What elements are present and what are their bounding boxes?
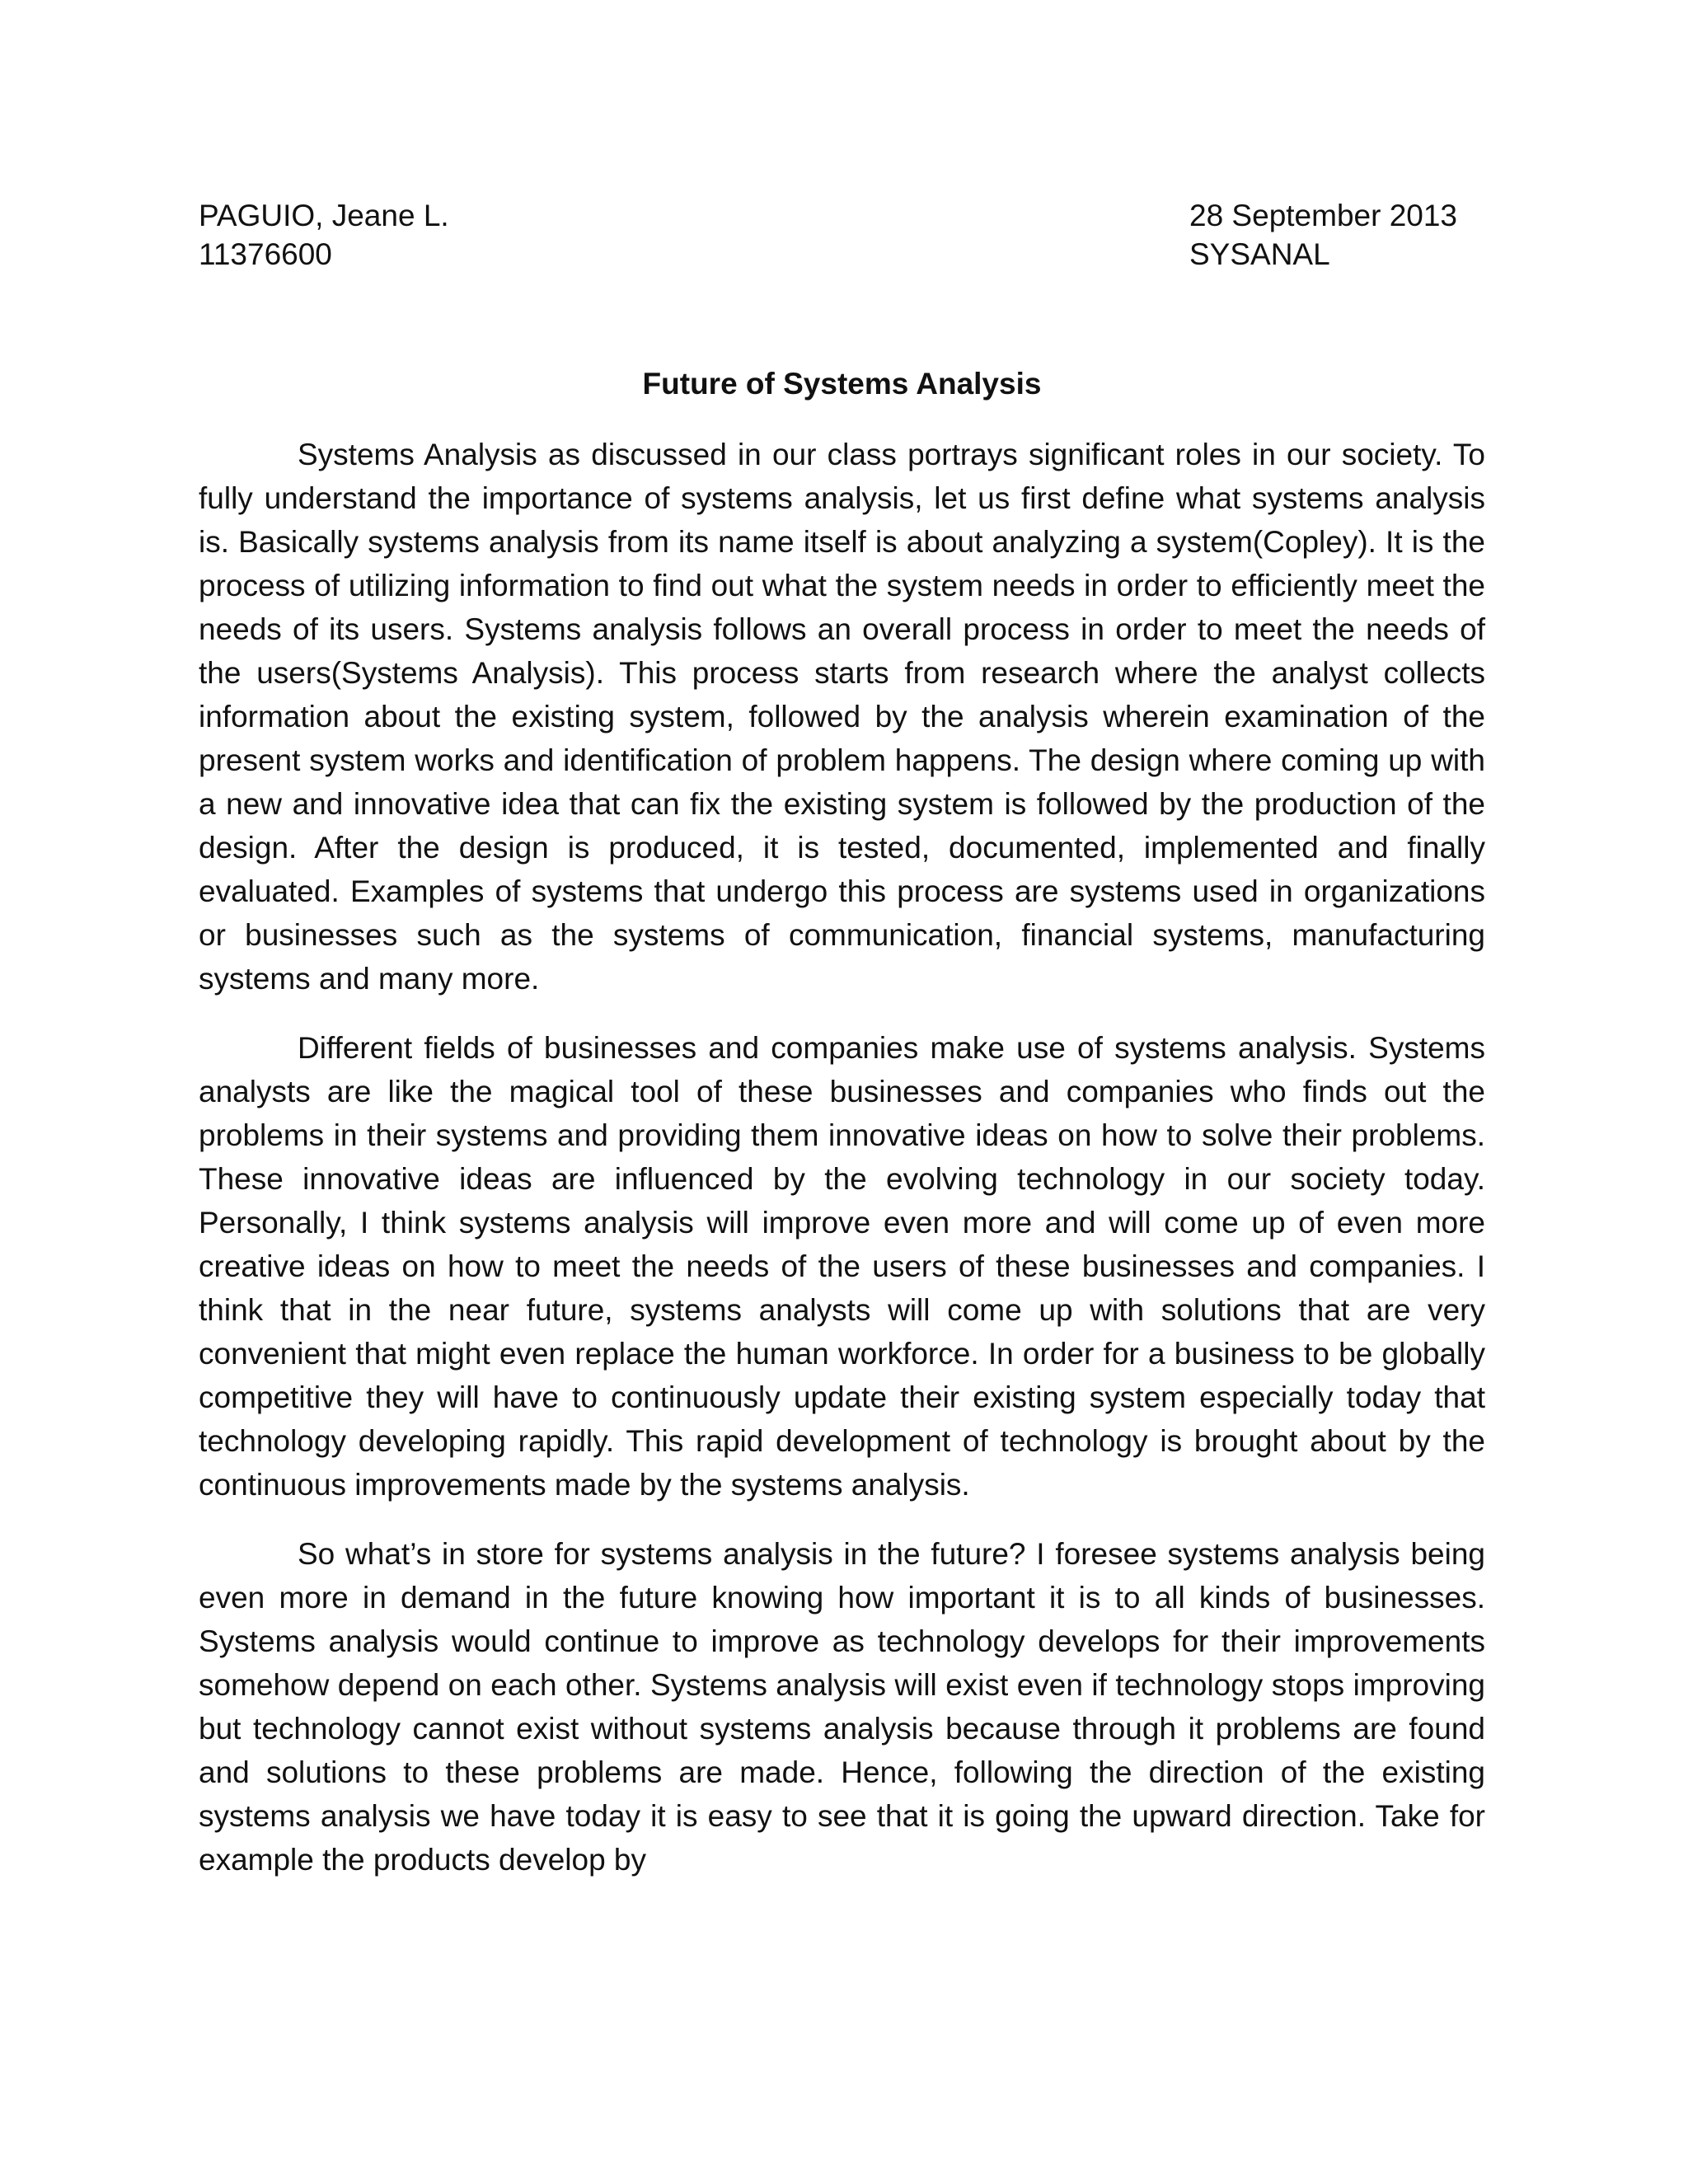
paragraph-2: Different fields of businesses and companies make use of systems analysis. Systems analysts are like the magical tool of these businesses and companies who finds out the problems in their systems and providing them innovative ideas on how to solve their problems. These innovative ideas are influenced by the evolving technology in our society today. Personally, I think systems analysis will improve even more and will come up of even more creative ideas on how to meet the needs of the users of these businesses and companies. I think that in the near future, systems analysts will come up with solutions that are very convenient that might even replace the human workforce. In order for a business to be globally competitive they will have to continuously update their existing system especially today that technology developing rapidly. This rapid development of technology is brought about by the continuous improvements made by the systems analysis. xyxy=(199,1031,1485,1502)
paragraph-1: Systems Analysis as discussed in our class portrays significant roles in our society. To fully understand the importance of systems analysis, let us first define what systems analysis is. Basically systems analysis from its name itself is about analyzing a system(Copley). It is the process of utilizing information to find out what the system needs in order to efficiently meet the needs of its users. Systems analysis follows an overall process in order to meet the needs of the users(Systems Analysis). This process starts from research where the analyst collects information about the existing system, followed by the analysis wherein examination of the present system works and identification of problem happens. The design where coming up with a new and innovative idea that can fix the existing system is followed by the production of the design. After the design is produced, it is tested, documented, implemented and finally evaluated. Examples of systems that undergo this process are systems used in organizations or businesses such as the systems of communication, financial systems, manufacturing systems and many more. xyxy=(199,438,1485,996)
student-id: 11376600 xyxy=(199,237,332,271)
paragraph-3: So what’s in store for systems analysis in the future? I foresee systems analysis being even more in demand in the future knowing how important it is to all kinds of businesses. Systems analysis would continue to improve as technology develops for their improvements somehow depend on each other. Systems analysis will exist even if technology stops improving but technology cannot exist without systems analysis because through it problems are found and solutions to these problems are made. Hence, following the direction of the existing systems analysis we have today it is easy to see that it is going the upward direction. Take for example the products develop by xyxy=(199,1537,1485,1877)
header-student-info xyxy=(199,196,449,274)
essay-body xyxy=(199,433,1485,1882)
document-date: 28 September 2013 xyxy=(1189,199,1458,232)
header-course-info xyxy=(1189,196,1457,274)
document-title: Future of Systems Analysis xyxy=(642,367,1042,401)
course-code: SYSANAL xyxy=(1189,237,1330,271)
student-name: PAGUIO, Jeane L. xyxy=(199,199,449,232)
